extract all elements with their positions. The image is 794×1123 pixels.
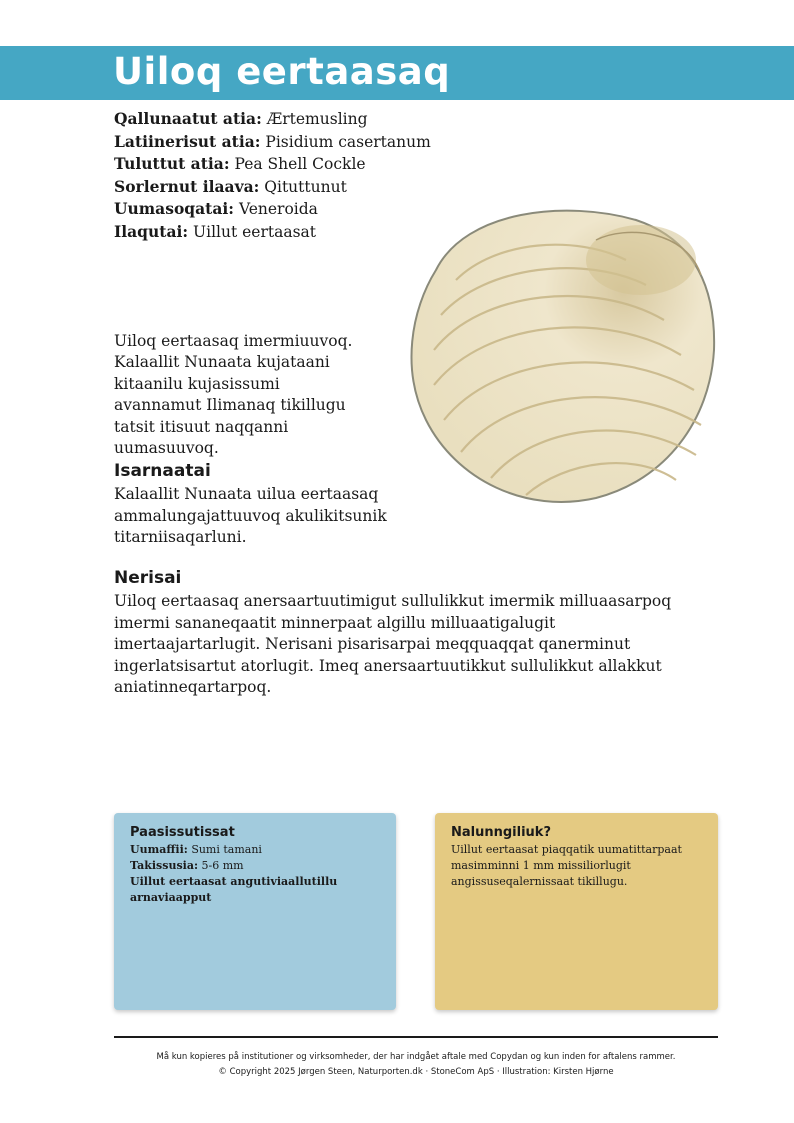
facts-list: [114, 108, 431, 243]
fact-label: Latiinerisut atia:: [114, 131, 261, 151]
page-title: Uiloq eertaasaq: [113, 50, 451, 93]
fact-row: [114, 221, 431, 244]
section-text-isarnaatai: Kalaallit Nunaata uilua eertaasaq ammalungajattuuvoq akulikitsunik titarniisaqarluni.: [114, 485, 387, 546]
fact-row: [114, 176, 431, 199]
section-heading-nerisai: Nerisai: [114, 568, 182, 588]
section-heading-isarnaatai: Isarnaatai: [114, 461, 211, 481]
section-text-nerisai: Uiloq eertaasaq anersaartuutimigut sullulikkut imermik milluaasarpoq imermi sananeqaatit minnerpaat algillu milluaatigalugit imertaajartarlugit. Nerisani pisarisarpai meqquaqqat qanerminut ingerlatsisartut atorlugit. Imeq anersaartuutikkut sullulikkut allakkut aniatinneqartarpoq.: [114, 592, 672, 696]
footer-license: Må kun kopieres på institutioner og virksomheder, der har indgået aftale med Copydan og kun inden for aftalens rammer.: [156, 1052, 676, 1062]
fact-row: [114, 198, 431, 221]
info-label: Takissusia:: [130, 859, 199, 872]
fact-row: [114, 131, 431, 154]
title-band: [0, 46, 794, 100]
footer-divider: [114, 1036, 718, 1038]
fact-value: Uillut eertaasat: [193, 222, 317, 241]
fact-row: [114, 108, 431, 131]
fact-value: Veneroida: [238, 200, 318, 218]
info-box-row: [130, 874, 380, 906]
info-label: Uumaffii:: [130, 843, 188, 856]
info-value: 5-6 mm: [201, 859, 244, 872]
intro-text: Uiloq eertaasaq imermiuuvoq. Kalaallit Nunaata kujataani kitaanilu kujasissumi avannamut Ilimanaq tikillugu tatsit itisuut naqqanni uumasuuvoq.: [114, 331, 353, 457]
info-box-row: [130, 842, 380, 858]
info-note: Uillut eertaasat angutiviaallutillu arnaviaapput: [130, 875, 338, 904]
info-box: [114, 813, 396, 1010]
fact-value: Pea Shell Cockle: [234, 155, 366, 173]
fact-label: Ilaqutai:: [114, 221, 189, 241]
fact-value: Ærtemusling: [266, 110, 368, 128]
fact-label: Tuluttut atia:: [114, 154, 230, 173]
shell-illustration: [396, 180, 726, 510]
fact-box: [435, 813, 718, 1010]
fact-value: Pisidium casertanum: [265, 132, 431, 151]
info-box-row: [130, 858, 380, 874]
fact-box-text: Uillut eertaasat piaqqatik uumatittarpaat masimminni 1 mm missiliorlugit angissuseqalernissaat tikillugu.: [451, 843, 682, 888]
fact-row: [114, 153, 431, 176]
fact-value: Qituttunut: [264, 177, 347, 196]
fact-label: Qallunaatut atia:: [114, 109, 262, 128]
fact-box-heading: Nalunngiliuk?: [451, 825, 551, 840]
info-box-heading: Paasissutissat: [130, 825, 235, 840]
info-value: Sumi tamani: [191, 843, 262, 856]
footer: [114, 1050, 718, 1080]
fact-label: Uumasoqatai:: [114, 199, 234, 218]
footer-copyright: © Copyright 2025 Jørgen Steen, Naturporten.dk · StoneCom ApS · Illustration: Kirsten Hjørne: [218, 1067, 614, 1077]
fact-label: Sorlernut ilaava:: [114, 176, 260, 196]
